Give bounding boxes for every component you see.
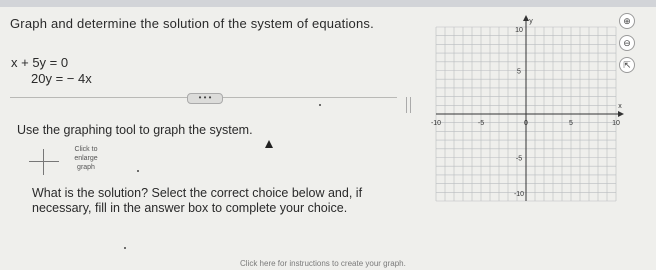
zoom-out-icon[interactable]: ⊖ xyxy=(619,35,635,51)
tick-labels xyxy=(431,18,622,198)
x-axis-label: x xyxy=(618,103,622,110)
x-tick-label: 10 xyxy=(612,120,620,127)
pane-resize-handle[interactable] xyxy=(406,97,411,113)
y-tick-label: 10 xyxy=(515,27,523,34)
y-tick-label: -5 xyxy=(515,155,523,163)
graph-instruction: Use the graphing tool to graph the system. xyxy=(17,123,253,137)
solution-prompt: What is the solution? Select the correct choice below and, if necessary, fill in the answer box to complete your choice. xyxy=(32,186,363,215)
thumbnail-y-axis xyxy=(43,149,44,175)
popout-icon[interactable]: ⇱ xyxy=(619,57,635,73)
question-text: Graph and determine the solution of the system of equations. xyxy=(10,16,374,31)
equation-1: x + 5y = 0 xyxy=(11,55,69,70)
more-button[interactable]: • • • xyxy=(187,93,223,104)
axes xyxy=(436,15,624,201)
x-tick-label: 0 xyxy=(524,120,528,127)
y-tick-label: 5 xyxy=(517,68,521,76)
axis-arrow-icon xyxy=(618,111,624,117)
graph-instructions-link[interactable]: Click here for instructions to create your graph. xyxy=(240,259,406,268)
enlarge-graph-thumbnail[interactable] xyxy=(27,145,107,183)
coordinate-graph[interactable] xyxy=(428,7,628,207)
thumbnail-caption: Click to enlarge graph xyxy=(74,146,98,171)
y-axis-label: y xyxy=(529,18,533,25)
mouse-cursor-icon xyxy=(265,140,273,148)
x-tick-label: -10 xyxy=(430,120,442,127)
stray-dot xyxy=(319,104,321,106)
y-tick-label: -10 xyxy=(513,191,525,198)
thumbnail-x-axis xyxy=(29,161,59,162)
stray-dot xyxy=(124,247,126,249)
equation-2: 20y = − 4x xyxy=(31,71,92,86)
top-bar xyxy=(0,0,656,7)
zoom-in-icon[interactable]: ⊕ xyxy=(619,13,635,29)
x-tick-label: 5 xyxy=(569,120,573,127)
x-tick-label: -5 xyxy=(477,120,485,127)
axis-arrow-icon xyxy=(523,15,529,21)
stray-dot xyxy=(137,170,139,172)
